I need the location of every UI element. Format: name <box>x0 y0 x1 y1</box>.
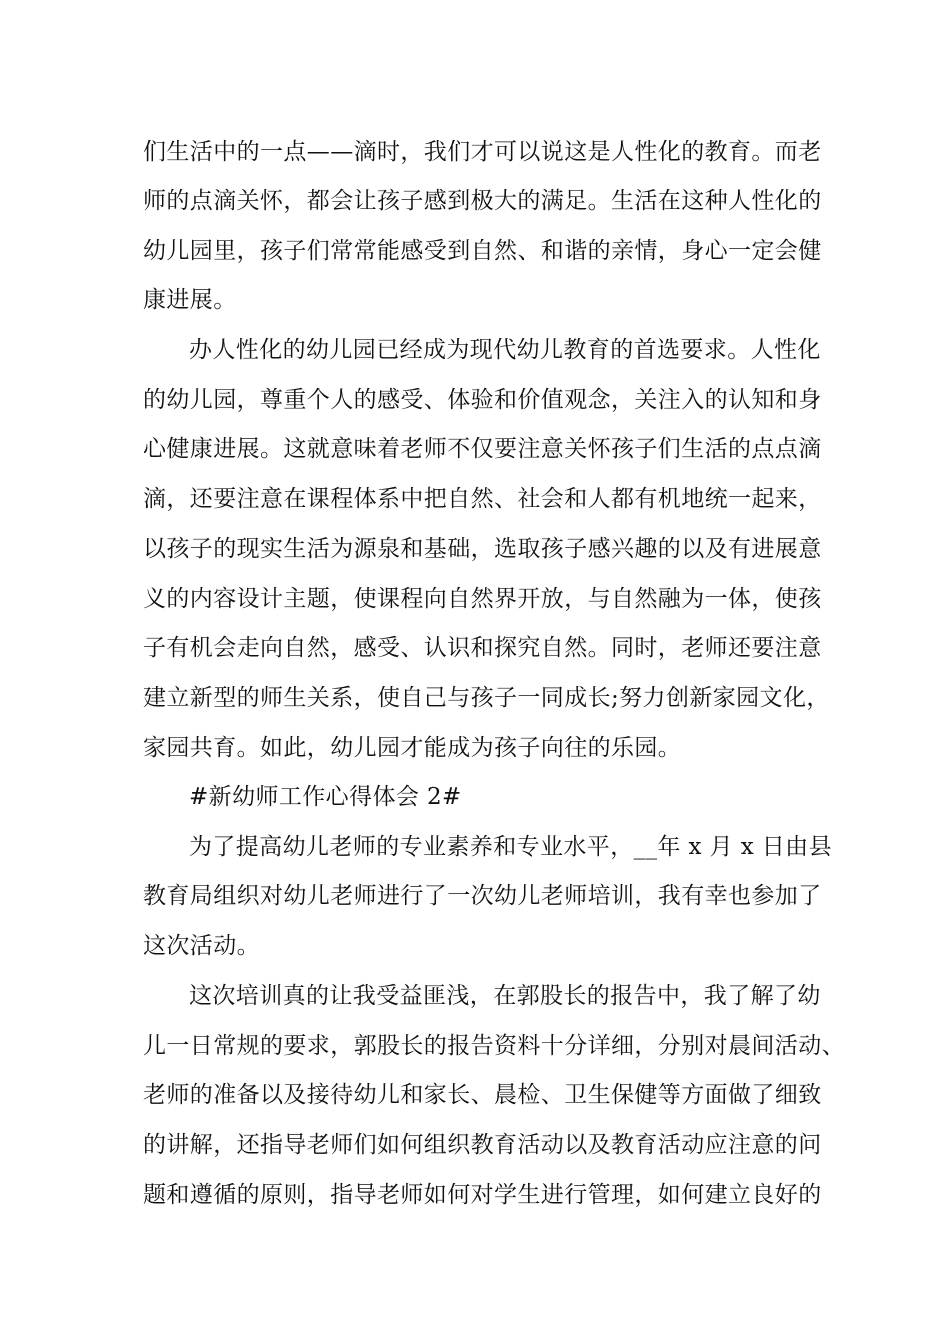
text-line: 家园共育。如此，幼儿园才能成为孩子向往的乐园。 <box>143 735 682 761</box>
paragraph-first-line: 为了提高幼儿老师的专业素养和专业水平，__年 x 月 x 日由县 <box>189 834 832 860</box>
text-line: 义的内容设计主题，使课程向自然界开放，与自然融为一体，使孩 <box>143 586 822 612</box>
text-line: 的讲解，还指导老师们如何组织教育活动以及教育活动应注意的问 <box>143 1132 822 1158</box>
paragraph-first-line: 办人性化的幼儿园已经成为现代幼儿教育的首选要求。人性化 <box>189 337 821 363</box>
text-line: 这次活动。 <box>143 933 260 959</box>
text-line: 的幼儿园，尊重个人的感受、体验和价值观念，关注入的认知和身 <box>143 387 822 413</box>
paragraph-first-line: 这次培训真的让我受益匪浅，在郭股长的报告中，我了解了幼 <box>189 983 821 1009</box>
text-line: 以孩子的现实生活为源泉和基础，选取孩子感兴趣的以及有进展意 <box>143 536 822 562</box>
text-line: 儿一日常规的要求，郭股长的报告资料十分详细，分别对晨间活动、 <box>143 1033 845 1059</box>
text-line: 心健康进展。这就意味着老师不仅要注意关怀孩子们生活的点点滴 <box>143 436 822 462</box>
text-line: 康进展。 <box>143 287 237 313</box>
text-line: 子有机会走向自然，感受、认识和探究自然。同时，老师还要注意 <box>143 635 822 661</box>
text-line: 滴，还要注意在课程体系中把自然、社会和人都有机地统一起来， <box>143 486 822 512</box>
text-line: 幼儿园里，孩子们常常能感受到自然、和谐的亲情，身心一定会健 <box>143 238 822 264</box>
section-heading: #新幼师工作心得体会 2# <box>189 784 462 810</box>
text-line: 教育局组织对幼儿老师进行了一次幼儿老师培训，我有幸也参加了 <box>143 883 822 909</box>
text-line: 建立新型的师生关系，使自己与孩子一同成长;努力创新家园文化， <box>143 685 830 711</box>
text-line: 们生活中的一点——滴时，我们才可以说这是人性化的教育。而老 <box>143 139 822 165</box>
text-line: 师的点滴关怀，都会让孩子感到极大的满足。生活在这种人性化的 <box>143 188 822 214</box>
text-line: 题和遵循的原则，指导老师如何对学生进行管理，如何建立良好的 <box>143 1182 822 1208</box>
text-line: 老师的准备以及接待幼儿和家长、晨检、卫生保健等方面做了细致 <box>143 1082 822 1108</box>
